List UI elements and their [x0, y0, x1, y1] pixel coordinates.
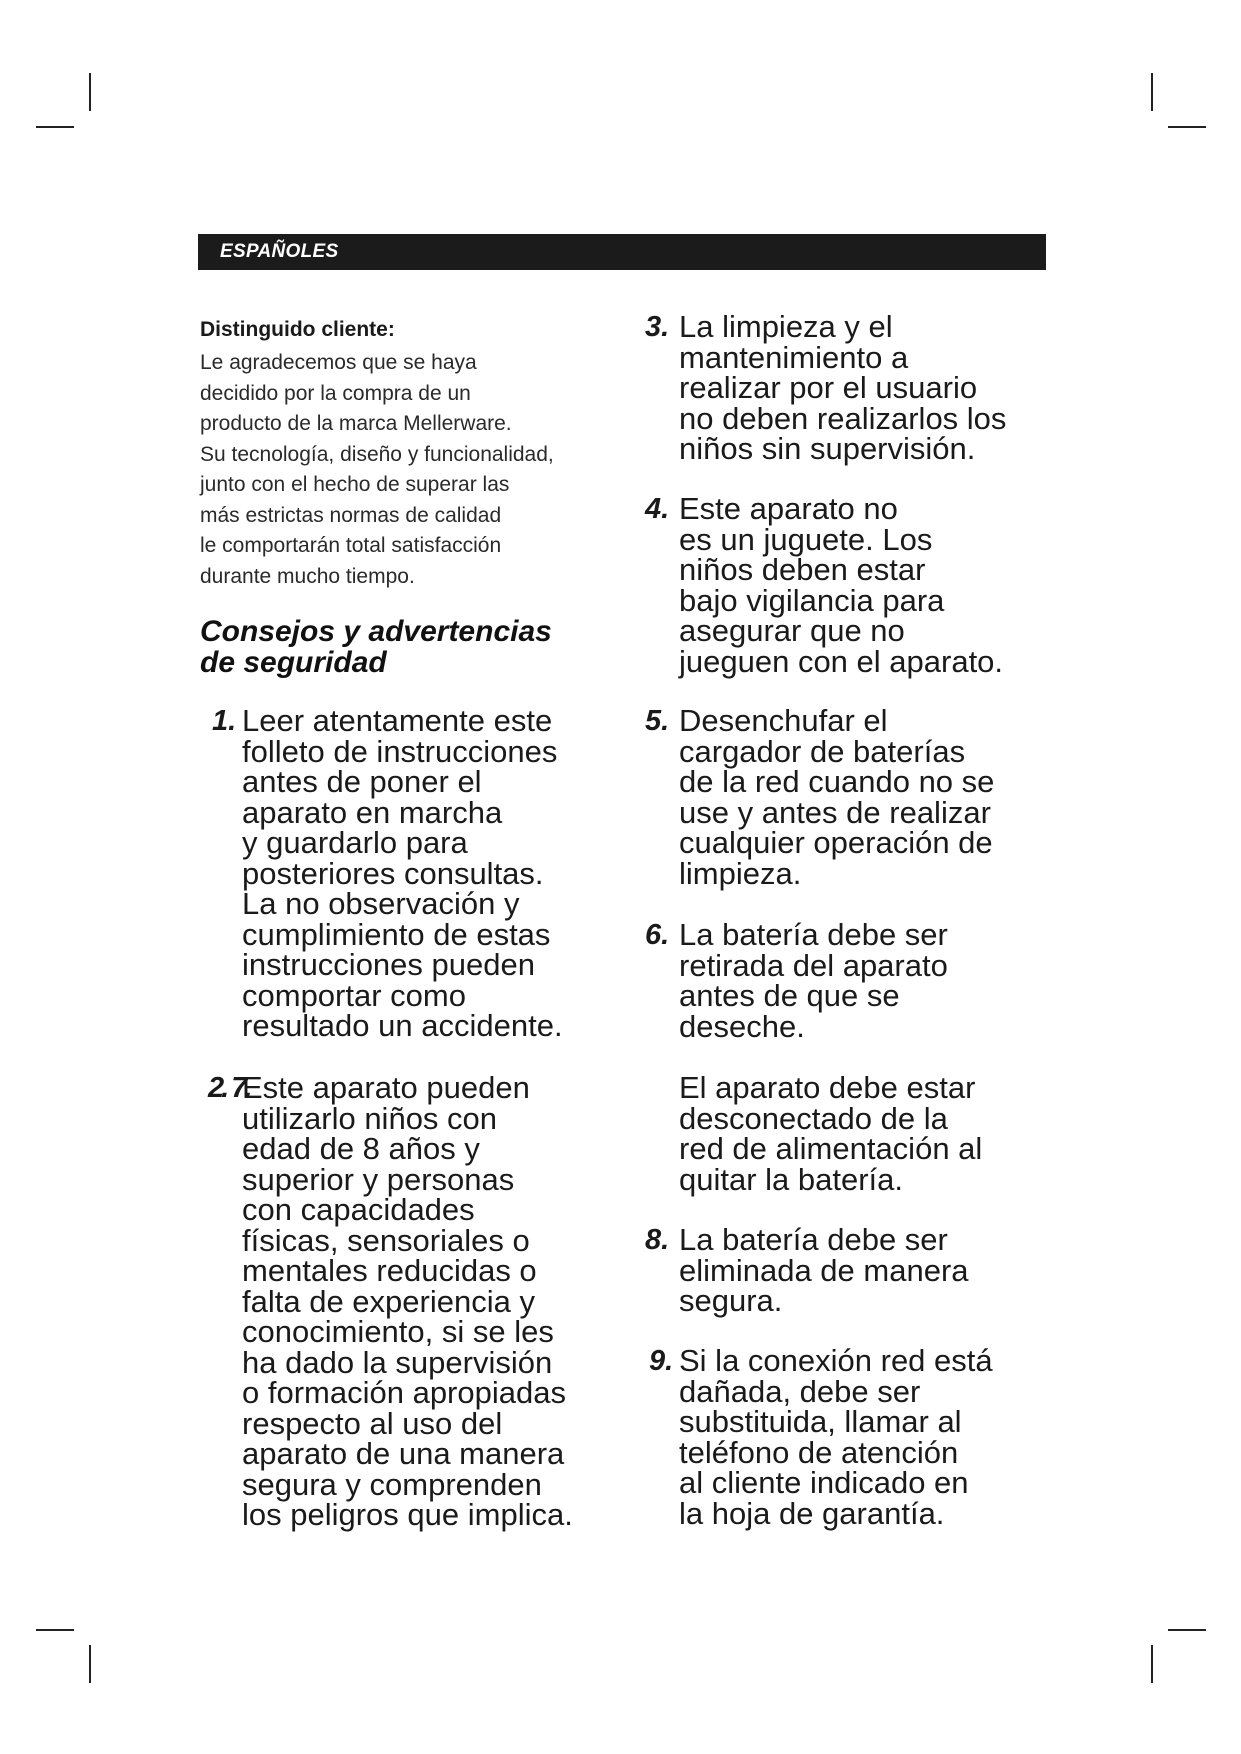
item-line: El aparato debe estar	[679, 1070, 976, 1105]
item-number: 4.	[645, 493, 670, 525]
safety-item-2	[208, 1070, 573, 1532]
item-number: 5.	[645, 705, 670, 737]
intro-line: durante mucho tiempo.	[200, 564, 415, 588]
greeting-title: Distinguido cliente:	[200, 318, 395, 341]
intro-line: decidido por la compra de un	[200, 381, 471, 405]
item-line: o formación apropiadas	[242, 1375, 566, 1410]
item-line: instrucciones pueden	[242, 947, 535, 982]
item-number: 1.	[212, 705, 237, 737]
safety-item-3	[645, 309, 1007, 466]
item-line: limpieza.	[679, 855, 802, 891]
section-title-line: Consejos y advertencias	[200, 615, 552, 648]
item-line: Desenchufar el	[679, 703, 888, 738]
item-line: mentales reducidas o	[242, 1253, 537, 1288]
item-number: 9.	[649, 1345, 674, 1377]
item-line: mantenimiento a	[679, 339, 909, 375]
item-line: eliminada de manera	[679, 1252, 969, 1288]
item-line: cumplimiento de estas	[242, 916, 551, 952]
item-number: 3.	[645, 311, 670, 343]
intro-line: Su tecnología, diseño y funcionalidad,	[200, 442, 554, 466]
item-text	[679, 1222, 969, 1318]
item-line: niños deben estar	[679, 552, 926, 587]
intro-line: junto con el hecho de superar las	[200, 473, 510, 496]
item-text	[679, 309, 1007, 466]
item-line: La no observación y	[242, 886, 520, 921]
item-line: físicas, sensoriales o	[242, 1222, 530, 1258]
item-line: deseche.	[679, 1008, 805, 1044]
item-line: cargador de baterías	[679, 733, 966, 769]
item-line: retirada del aparato	[679, 947, 948, 983]
language-label: ESPAÑOLES	[220, 241, 339, 262]
item-line: cualquier operación de	[679, 825, 993, 860]
item-text	[242, 1070, 573, 1532]
item-line: Leer atentamente este	[242, 703, 553, 738]
item-line: La limpieza y el	[679, 309, 893, 344]
safety-section-title	[200, 616, 552, 678]
item-line: antes de que se	[679, 978, 900, 1013]
item-line: red de alimentación al	[679, 1131, 983, 1166]
safety-item-4	[645, 491, 1004, 679]
item-line: Si la conexión red está	[679, 1343, 993, 1378]
item-line: superior y personas	[242, 1161, 515, 1197]
item-line: al cliente indicado en	[679, 1465, 969, 1500]
item-line: ha dado la supervisión	[242, 1344, 553, 1380]
item-line: edad de 8 años y	[242, 1131, 480, 1166]
item-line: jueguen con el aparato.	[679, 643, 1004, 679]
crop-mark-bottom-left-horizontal	[36, 1629, 74, 1631]
item-line: Este aparato pueden	[242, 1070, 530, 1105]
crop-mark-bottom-right-horizontal	[1168, 1629, 1206, 1631]
intro-line: le comportarán total satisfacción	[200, 534, 502, 557]
item-text	[679, 1070, 983, 1197]
item-line: y guardarlo para	[242, 825, 468, 860]
item-line: utilizarlo niños con	[242, 1100, 498, 1136]
crop-mark-bottom-right-vertical	[1151, 1645, 1153, 1683]
item-line: respecto al uso del	[242, 1405, 503, 1441]
item-line: es un juguete. Los	[679, 521, 933, 557]
item-line: segura y comprenden	[242, 1466, 542, 1502]
item-text	[242, 703, 563, 1043]
crop-mark-top-left-horizontal	[36, 126, 74, 128]
item-line: la hoja de garantía.	[679, 1495, 945, 1531]
intro-line: producto de la marca Mellerware.	[200, 412, 512, 435]
item-line: teléfono de atención	[679, 1434, 959, 1470]
item-line: Este aparato no	[679, 491, 898, 526]
safety-item-9	[649, 1343, 993, 1531]
item-number: 8.	[645, 1224, 670, 1256]
item-line: con capacidades	[242, 1192, 475, 1227]
item-line: no deben realizarlos los	[679, 400, 1007, 436]
intro-line: Le agradecemos que se haya	[200, 351, 477, 374]
item-line: posteriores consultas.	[242, 855, 544, 891]
item-line: falta de experiencia y	[242, 1283, 535, 1319]
crop-mark-bottom-left-vertical	[89, 1645, 91, 1683]
item-line: conocimiento, si se les	[242, 1314, 554, 1349]
item-line: La batería debe ser	[679, 917, 948, 952]
item-line: use y antes de realizar	[679, 794, 991, 830]
item-text	[679, 703, 995, 891]
item-line: desconectado de la	[679, 1100, 948, 1136]
item-line: realizar por el usuario	[679, 370, 978, 405]
item-line: los peligros que implica.	[242, 1497, 573, 1532]
crop-mark-top-right-horizontal	[1168, 126, 1206, 128]
item-line: aparato en marcha	[242, 794, 503, 830]
section-title-line: de seguridad	[200, 646, 387, 679]
item-number: 6.	[645, 919, 670, 951]
item-line: de la red cuando no se	[679, 764, 995, 799]
safety-item-6	[645, 917, 948, 1044]
item-line: niños sin supervisión.	[679, 431, 976, 466]
item-line: substituida, llamar al	[679, 1404, 962, 1439]
language-header-bar	[198, 234, 1046, 270]
safety-item-8	[645, 1222, 969, 1318]
item-line: dañada, debe ser	[679, 1373, 921, 1409]
item-line: resultado un accidente.	[242, 1008, 563, 1043]
item-line: La batería debe ser	[679, 1222, 948, 1257]
crop-mark-top-right-vertical	[1151, 73, 1153, 111]
item-line: antes de poner el	[242, 764, 482, 799]
item-text	[679, 1343, 993, 1531]
item-line: comportar como	[242, 977, 466, 1013]
item-text	[679, 917, 948, 1044]
safety-item-5	[645, 703, 995, 891]
intro-line: más estrictas normas de calidad	[200, 503, 502, 527]
intro-paragraph	[200, 348, 620, 592]
item-line: bajo vigilancia para	[679, 582, 945, 618]
item-line: quitar la batería.	[679, 1161, 904, 1197]
item-text	[679, 491, 1004, 679]
safety-item-1	[212, 703, 563, 1043]
item-line: segura.	[679, 1283, 783, 1318]
item-number: 2. 7.	[208, 1072, 250, 1104]
safety-item-unnumbered	[679, 1070, 983, 1197]
item-line: asegurar que no	[679, 613, 905, 648]
item-line: folleto de instrucciones	[242, 733, 558, 769]
crop-mark-top-left-vertical	[89, 73, 91, 111]
item-line: aparato de una manera	[242, 1436, 565, 1471]
